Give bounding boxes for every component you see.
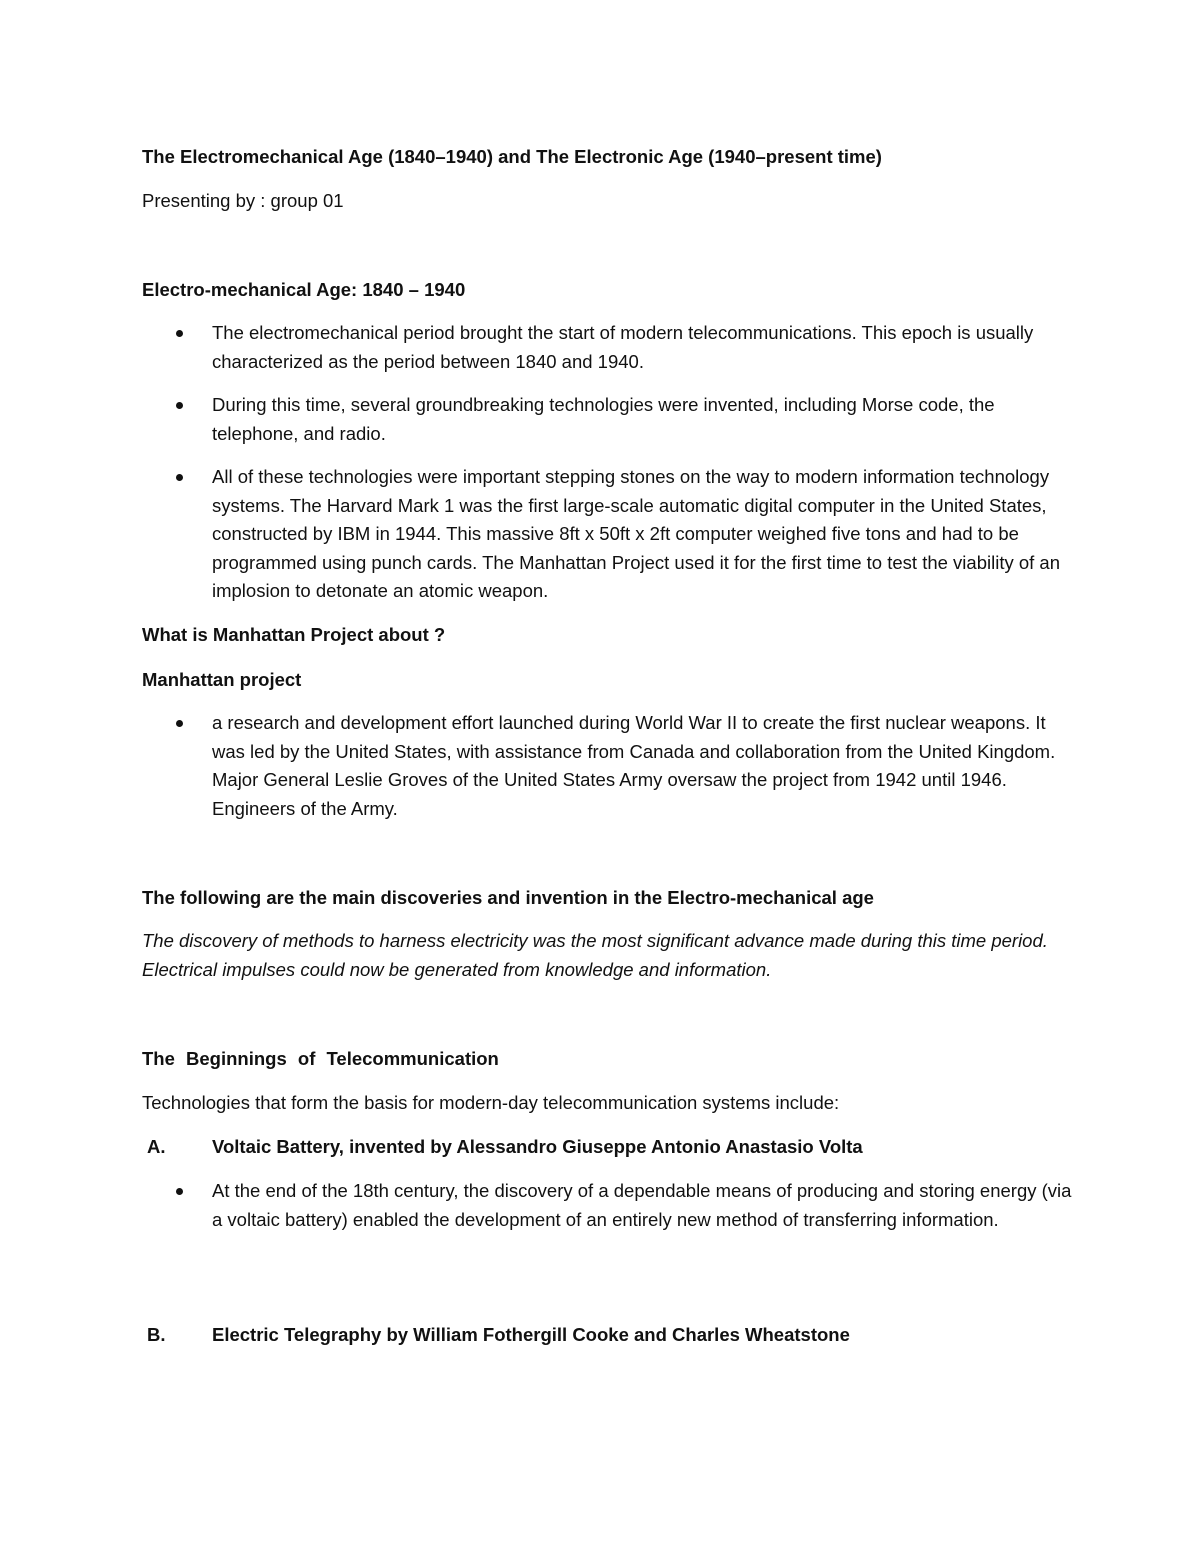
- section2-heading: Manhattan project: [142, 669, 302, 690]
- bullet-dot: [176, 474, 183, 481]
- bullet-dot: [176, 330, 183, 337]
- list-item-a-letter: A.: [147, 1136, 166, 1157]
- section2-question: What is Manhattan Project about ?: [142, 624, 446, 645]
- section1-bullet-2: During this time, several groundbreaking technologies were invented, including Morse code, the telephone, and radio.: [212, 394, 995, 444]
- presenter-line: Presenting by : group 01: [142, 190, 344, 211]
- bullet-dot: [176, 1188, 183, 1195]
- list-item-b-letter: B.: [147, 1324, 166, 1345]
- list-item-a-bullet-1: At the end of the 18th century, the discovery of a dependable means of producing and storing energy (via a voltaic battery) enabled the development of an entirely new method of transferring information.: [212, 1180, 1072, 1230]
- section1-bullet-1: The electromechanical period brought the start of modern telecommunications. This epoch is usually characterized as the period between 1840 and 1940.: [212, 322, 1034, 372]
- section4-intro: Technologies that form the basis for modern-day telecommunication systems include:: [142, 1092, 840, 1113]
- document-title: The Electromechanical Age (1840–1940) and The Electronic Age (1940–present time): [142, 146, 882, 167]
- bullet-dot: [176, 720, 183, 727]
- section1-bullet-3: All of these technologies were important stepping stones on the way to modern information technology systems. The Harvard Mark 1 was the first large-scale automatic digital computer in the United States, constructed by IBM in 1944. This massive 8ft x 50ft x 2ft computer weighed five tons and had to be programmed using punch cards. The Manhattan Project used it for the first time to test the viability of an implosion to detonate an atomic weapon.: [212, 466, 1061, 602]
- section4-heading: The Beginnings of Telecommunication: [142, 1048, 499, 1069]
- section2-bullet-1: a research and development effort launched during World War II to create the first nuclear weapons. It was led by the United States, with assistance from Canada and collaboration from the United Kingdom. Major General Leslie Groves of the United States Army oversaw the project from 1942 until 1946. Engineers of the Army.: [212, 712, 1056, 819]
- section1-heading: Electro-mechanical Age: 1840 – 1940: [142, 279, 466, 300]
- section3-italic-paragraph: The discovery of methods to harness electricity was the most significant advance made during this time period. Electrical impulses could now be generated from knowledge and information.: [142, 930, 1048, 980]
- list-item-b-title: Electric Telegraphy by William Fothergill Cooke and Charles Wheatstone: [212, 1324, 850, 1345]
- bullet-dot: [176, 402, 183, 409]
- list-item-a-title: Voltaic Battery, invented by Alessandro Giuseppe Antonio Anastasio Volta: [212, 1136, 863, 1157]
- section3-heading: The following are the main discoveries and invention in the Electro-mechanical age: [142, 887, 874, 908]
